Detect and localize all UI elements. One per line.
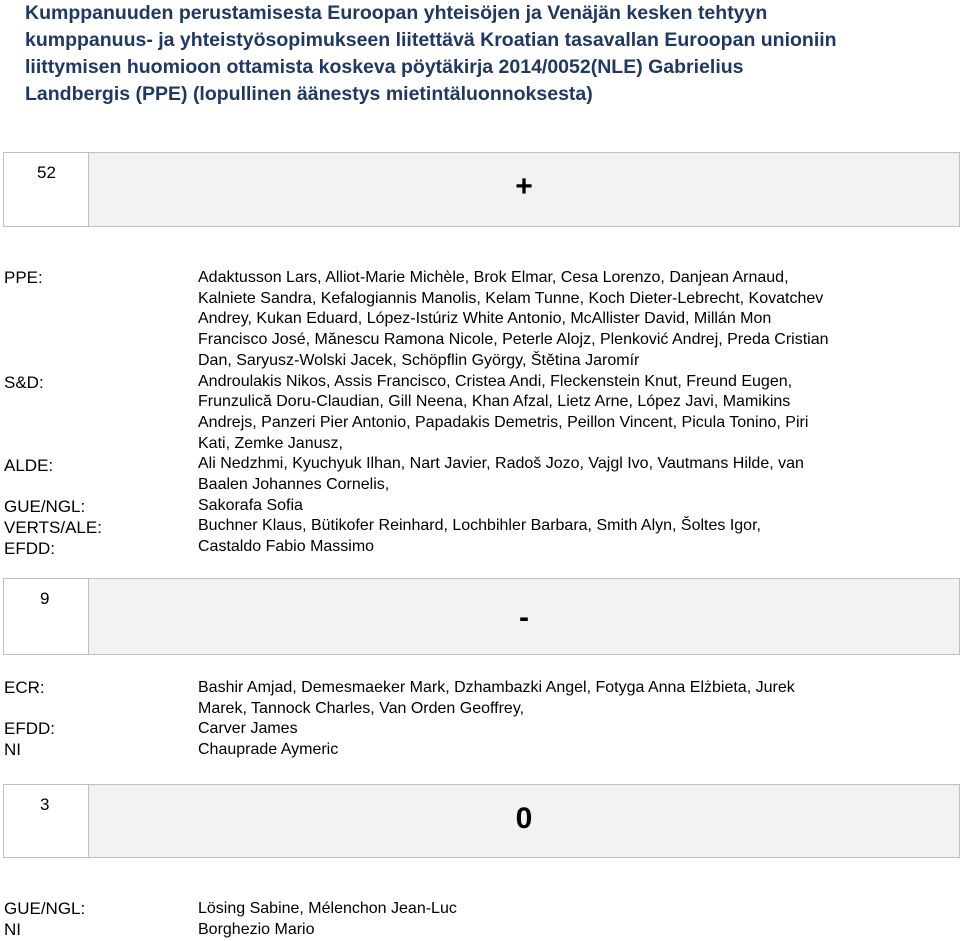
member-line: Androulakis Nikos, Assis Francisco, Cristea Andi, Fleckenstein Knut, Freund Eugen, [198, 372, 793, 390]
member-line: Andrejs, Panzeri Pier Antonio, Papadakis Demetris, Peillon Vincent, Picula Tonino, Piri [198, 413, 809, 431]
member-line: Borghezio Mario [198, 920, 315, 938]
group-label-ni: NI [4, 920, 21, 939]
title-line: Landbergis (PPE) (lopullinen äänestys mietintäluonnoksesta) [25, 83, 593, 105]
vote-symbol-for [88, 153, 959, 226]
member-line: Castaldo Fabio Massimo [198, 538, 375, 556]
vote-count-for [4, 153, 87, 226]
member-line: Sakorafa Sofia [198, 496, 303, 514]
member-line: Francisco José, Mănescu Ramona Nicole, Peterle Alojz, Plenković Andrej, Preda Cristian [198, 331, 829, 349]
group-label-alde: ALDE: [4, 456, 54, 475]
member-line: Kati, Zemke Janusz, [198, 434, 343, 452]
vote-box-against [3, 578, 960, 655]
group-label-gue-ngl: GUE/NGL: [4, 899, 86, 918]
member-line: Baalen Johannes Cornelis, [198, 476, 390, 494]
document-title [25, 0, 925, 108]
title-line: liittymisen huomioon ottamista koskeva pöytäkirja 2014/0052(NLE) Gabrielius [25, 56, 744, 78]
member-line: Carver James [198, 720, 298, 738]
vote-box-abstain [3, 784, 960, 858]
member-line: Kalniete Sandra, Kefalogiannis Manolis, Kelam Tunne, Koch Dieter-Lebrecht, Kovatchev [198, 289, 824, 307]
vote-count-value: 52 [37, 163, 56, 182]
member-line: Adaktusson Lars, Alliot-Marie Michèle, Brok Elmar, Cesa Lorenzo, Danjean Arnaud, [198, 269, 789, 286]
member-line: Buchner Klaus, Bütikofer Reinhard, Lochbihler Barbara, Smith Alyn, Šoltes Igor, [198, 517, 761, 535]
title-line: kumppanuus- ja yhteistyösopimukseen liitettävä Kroatian tasavallan Euroopan unioniin [25, 29, 837, 51]
group-label-efdd: EFDD: [4, 539, 55, 558]
vote-count-abstain [4, 785, 87, 857]
group-label-efdd: EFDD: [4, 719, 55, 738]
group-label-ni: NI [4, 740, 21, 759]
vote-symbol-abstain [88, 785, 959, 857]
vote-count-value: 9 [40, 589, 50, 608]
vote-box-for [3, 152, 960, 227]
member-line: Chauprade Aymeric [198, 741, 339, 759]
member-line: Marek, Tannock Charles, Van Orden Geoffrey, [198, 699, 525, 717]
member-line: Andrey, Kukan Eduard, López-Istúriz White Antonio, McAllister David, Millán Mon [198, 310, 772, 328]
vote-count-against [4, 579, 87, 654]
member-line: Frunzulică Doru-Claudian, Gill Neena, Khan Afzal, Lietz Arne, López Javi, Mamikins [198, 393, 791, 411]
group-label-gue-ngl: GUE/NGL: [4, 497, 86, 516]
member-list [198, 268, 898, 558]
vote-symbol-value: + [515, 170, 533, 203]
member-list [198, 678, 898, 761]
vote-count-value: 3 [40, 795, 50, 814]
group-label-ppe: PPE: [4, 268, 43, 287]
vote-symbol-value: - [519, 601, 529, 634]
member-line: Ali Nedzhmi, Kyuchyuk Ilhan, Nart Javier, Radoš Jozo, Vajgl Ivo, Vautmans Hilde, van [198, 455, 804, 473]
group-label-sd: S&D: [4, 373, 44, 392]
member-line: Bashir Amjad, Demesmaeker Mark, Dzhambazki Angel, Fotyga Anna Elżbieta, Jurek [198, 679, 795, 696]
member-list [198, 899, 898, 940]
member-line: Lösing Sabine, Mélenchon Jean-Luc [198, 900, 457, 917]
vote-symbol-value: 0 [515, 802, 533, 835]
member-line: Dan, Saryusz-Wolski Jacek, Schöpflin György, Štětina Jaromír [198, 351, 640, 369]
group-label-ecr: ECR: [4, 678, 45, 697]
group-label-verts-ale: VERTS/ALE: [4, 518, 102, 537]
vote-symbol-against [88, 579, 959, 654]
title-line: Kumppanuuden perustamisesta Euroopan yhteisöjen ja Venäjän kesken tehtyyn [25, 2, 768, 24]
